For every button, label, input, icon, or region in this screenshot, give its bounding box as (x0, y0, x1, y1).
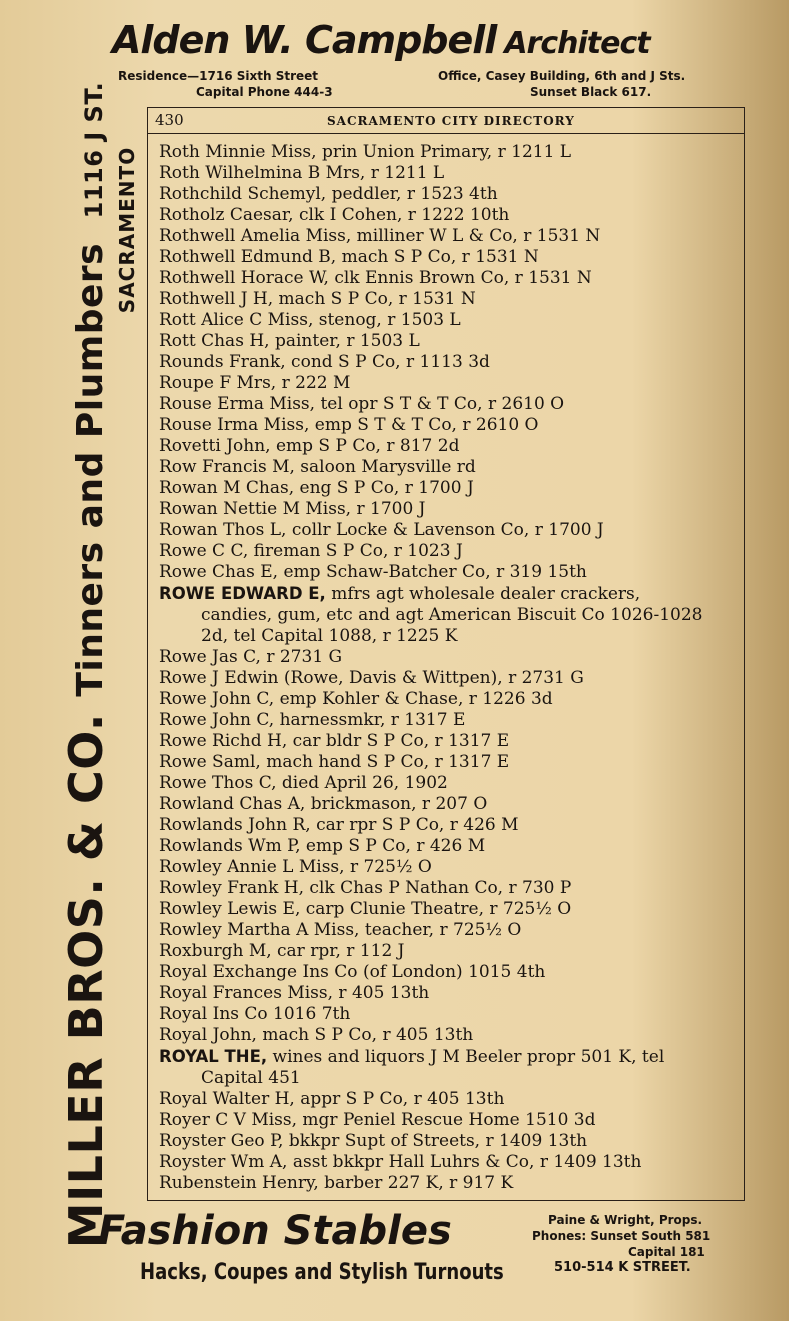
entry-text: Rowe Thos C, died April 26, 1902 (159, 773, 448, 793)
directory-entry (159, 163, 747, 184)
entry-text: Roth Minnie Miss, prin Union Primary, r 1211 L (159, 142, 572, 162)
directory-entry (159, 310, 747, 331)
entry-text: Rouse Erma Miss, tel opr S T & T Co, r 2610 O (159, 394, 565, 414)
directory-entry (159, 899, 747, 920)
entry-text: Rotholz Caesar, clk I Cohen, r 1222 10th (159, 205, 510, 225)
entry-text: Royster Geo P, bkkpr Supt of Streets, r 1409 13th (159, 1131, 588, 1151)
entry-text: Rowe C C, fireman S P Co, r 1023 J (159, 541, 463, 561)
directory-entry (159, 815, 747, 836)
directory-entry (159, 1173, 747, 1194)
directory-entry (159, 941, 747, 962)
entry-text: Rouse Irma Miss, emp S T & T Co, r 2610 O (159, 415, 539, 435)
page-number: 430 (155, 111, 184, 129)
entry-text: Rott Alice C Miss, stenog, r 1503 L (159, 310, 461, 330)
side-ad-city: SACRAMENTO (115, 146, 139, 314)
architect-name-text: Alden W. Campbell (112, 18, 497, 62)
architect-advertisement (100, 12, 760, 100)
entry-text: Rowlands John R, car rpr S P Co, r 426 M (159, 815, 519, 835)
directory-entry (159, 878, 747, 899)
office-address: Office, Casey Building, 6th and J Sts. (438, 69, 686, 83)
directory-entry (159, 541, 747, 562)
directory-entry (159, 1046, 747, 1089)
directory-entry (159, 752, 747, 773)
stables-proprietors: Paine & Wright, Props. (548, 1213, 703, 1227)
stables-advertisement (96, 1208, 756, 1308)
entry-text: Rowe Jas C, r 2731 G (159, 647, 343, 667)
entry-continuation: 2d, tel Capital 1088, r 1225 K (201, 626, 458, 646)
entry-text: Rowley Frank H, clk Chas P Nathan Co, r 730 P (159, 878, 572, 898)
entry-text: Rowan Thos L, collr Locke & Lavenson Co, r 1700 J (159, 520, 604, 540)
entry-text: Rowlands Wm P, emp S P Co, r 426 M (159, 836, 486, 856)
directory-entry (159, 773, 747, 794)
directory-entry (159, 268, 747, 289)
entry-text: Rott Chas H, painter, r 1503 L (159, 331, 420, 351)
directory-entry (159, 457, 747, 478)
office-info (438, 68, 685, 100)
entry-continuation: candies, gum, etc and agt American Biscuit Co 1026-1028 (201, 605, 703, 625)
entry-bold-name: ROWE EDWARD E, (159, 584, 326, 603)
directory-entry (159, 983, 747, 1004)
entry-text: Roupe F Mrs, r 222 M (159, 373, 351, 393)
entry-text: Royal Ins Co 1016 7th (159, 1004, 351, 1024)
residence-phone: Capital Phone 444-3 (196, 85, 333, 99)
directory-entry (159, 226, 747, 247)
directory-entry (159, 1152, 747, 1173)
entry-text: Roxburgh M, car rpr, r 112 J (159, 941, 405, 961)
page-header (147, 110, 745, 134)
directory-entry (159, 394, 747, 415)
entry-text: mfrs agt wholesale dealer crackers, (325, 584, 641, 604)
directory-entry (159, 794, 747, 815)
entry-text: Rowe John C, emp Kohler & Chase, r 1226 3d (159, 689, 553, 709)
entry-text: Rothwell Edmund B, mach S P Co, r 1531 N (159, 247, 539, 267)
entry-text: Rounds Frank, cond S P Co, r 1113 3d (159, 352, 490, 372)
directory-entry (159, 247, 747, 268)
directory-entry (159, 142, 747, 163)
directory-entry (159, 689, 747, 710)
directory-entry (159, 520, 747, 541)
entry-text: Rothwell J H, mach S P Co, r 1531 N (159, 289, 476, 309)
page-title: SACRAMENTO CITY DIRECTORY (327, 114, 575, 128)
entry-text: Rowley Lewis E, carp Clunie Theatre, r 725½ O (159, 899, 572, 919)
stables-subtitle: Hacks, Coupes and Stylish Turnouts (140, 1260, 504, 1285)
side-advertisement (59, 81, 116, 1249)
entry-text: Royal John, mach S P Co, r 405 13th (159, 1025, 474, 1045)
directory-entry (159, 1110, 747, 1131)
directory-entry (159, 289, 747, 310)
directory-entry (159, 962, 747, 983)
directory-entry (159, 373, 747, 394)
entry-text: Rubenstein Henry, barber 227 K, r 917 K (159, 1173, 514, 1193)
side-ad-city-block (112, 120, 142, 340)
stables-capital-phone: Capital 181 (628, 1245, 705, 1259)
entry-text: Rowe John C, harnessmkr, r 1317 E (159, 710, 466, 730)
stables-address: 510-514 K STREET. (554, 1260, 691, 1275)
directory-entry (159, 731, 747, 752)
directory-entry (159, 857, 747, 878)
entry-text: Rothwell Amelia Miss, milliner W L & Co, r 1531 N (159, 226, 601, 246)
entry-text: Royal Walter H, appr S P Co, r 405 13th (159, 1089, 505, 1109)
entry-continuation: Capital 451 (201, 1068, 301, 1088)
side-ad-company: MILLER BROS. & CO. (59, 713, 113, 1249)
directory-entry (159, 836, 747, 857)
directory-entry (159, 415, 747, 436)
side-ad-text (60, 82, 120, 1248)
entry-text: Row Francis M, saloon Marysville rd (159, 457, 476, 477)
directory-entry (159, 710, 747, 731)
directory-entry (159, 205, 747, 226)
directory-entries (159, 142, 747, 1194)
directory-entry (159, 352, 747, 373)
architect-name (112, 12, 762, 72)
entry-text: Rothchild Schemyl, peddler, r 1523 4th (159, 184, 498, 204)
directory-entry (159, 436, 747, 457)
entry-text: Royster Wm A, asst bkkpr Hall Luhrs & Co, r 1409 13th (159, 1152, 642, 1172)
side-ad-trade: Tinners and Plumbers (70, 242, 111, 697)
directory-entry (159, 583, 747, 647)
entry-text: Rovetti John, emp S P Co, r 817 2d (159, 436, 460, 456)
stables-contact (532, 1212, 710, 1276)
entry-text: Royer C V Miss, mgr Peniel Rescue Home 1510 3d (159, 1110, 596, 1130)
entry-text: Rowan Nettie M Miss, r 1700 J (159, 499, 426, 519)
entry-text: Rothwell Horace W, clk Ennis Brown Co, r 1531 N (159, 268, 592, 288)
directory-entry (159, 1089, 747, 1110)
directory-entry (159, 562, 747, 583)
entry-bold-name: ROYAL THE, (159, 1047, 268, 1066)
directory-entry (159, 1131, 747, 1152)
entry-text: wines and liquors J M Beeler propr 501 K, tel (267, 1047, 665, 1067)
residence-address: Residence—1716 Sixth Street (118, 69, 318, 83)
directory-entry (159, 920, 747, 941)
entry-text: Rowley Martha A Miss, teacher, r 725½ O (159, 920, 522, 940)
directory-entry (159, 499, 747, 520)
entry-text: Rowe Richd H, car bldr S P Co, r 1317 E (159, 731, 510, 751)
architect-profession: Architect (504, 26, 650, 61)
office-phone: Sunset Black 617. (530, 85, 652, 99)
side-ad-address: 1116 J ST. (80, 81, 108, 219)
entry-text: Roth Wilhelmina B Mrs, r 1211 L (159, 163, 445, 183)
entry-text: Royal Frances Miss, r 405 13th (159, 983, 430, 1003)
directory-entry (159, 647, 747, 668)
directory-entry (159, 184, 747, 205)
entry-text: Rowan M Chas, eng S P Co, r 1700 J (159, 478, 474, 498)
entry-text: Rowe J Edwin (Rowe, Davis & Wittpen), r 2731 G (159, 668, 584, 688)
entry-text: Rowland Chas A, brickmason, r 207 O (159, 794, 488, 814)
entry-text: Rowley Annie L Miss, r 725½ O (159, 857, 432, 877)
entry-text: Royal Exchange Ins Co (of London) 1015 4th (159, 962, 546, 982)
stables-phones: Phones: Sunset South 581 (532, 1229, 711, 1243)
entry-text: Rowe Saml, mach hand S P Co, r 1317 E (159, 752, 510, 772)
entry-text: Rowe Chas E, emp Schaw-Batcher Co, r 319 15th (159, 562, 587, 582)
stables-title: Fashion Stables (98, 1208, 452, 1254)
directory-entry (159, 1025, 747, 1046)
directory-entry (159, 478, 747, 499)
directory-entry (159, 1004, 747, 1025)
directory-entry (159, 668, 747, 689)
directory-entry (159, 331, 747, 352)
residence-info (118, 68, 333, 100)
